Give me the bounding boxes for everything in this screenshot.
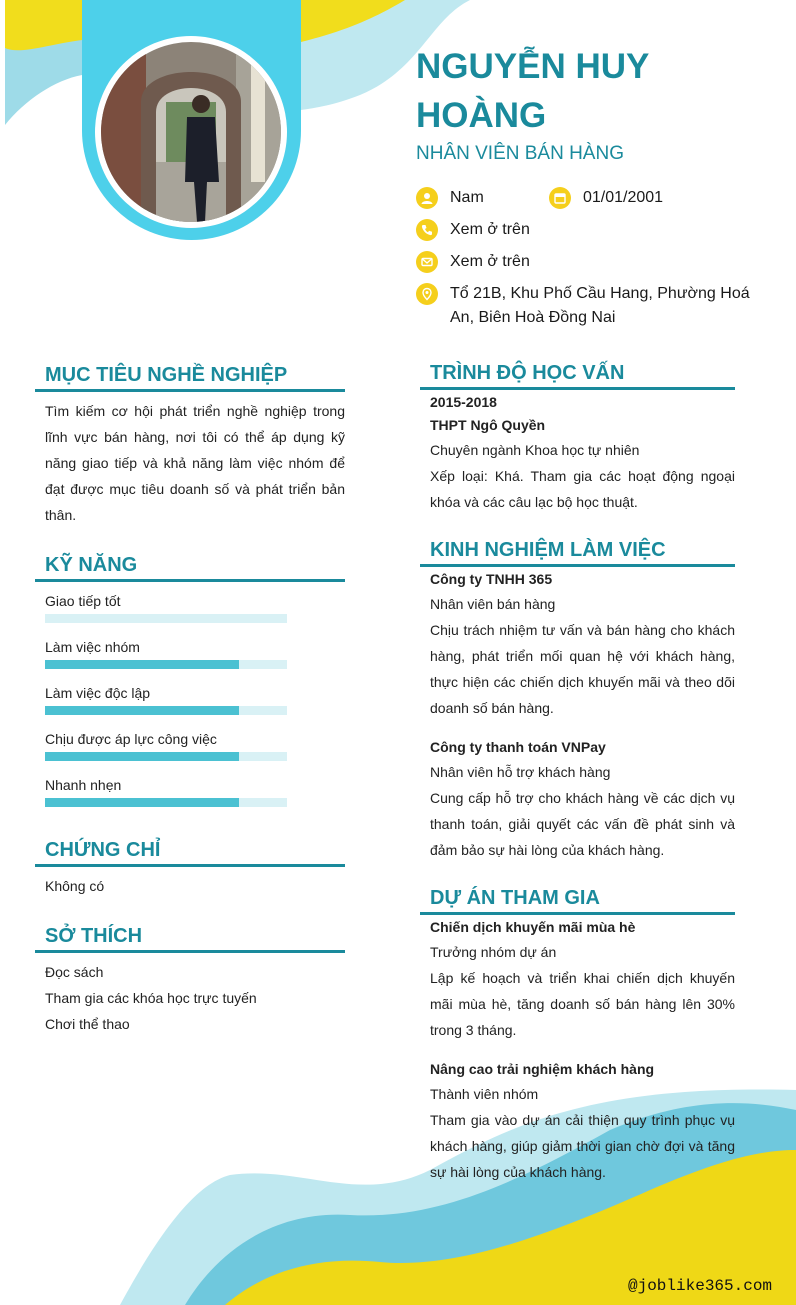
project-name: Chiến dịch khuyến mãi mùa hè	[430, 919, 636, 935]
hobbies-title: SỞ THÍCH	[45, 925, 143, 947]
education-major: Chuyên ngành Khoa học tự nhiên	[430, 442, 640, 458]
user-icon	[416, 187, 438, 209]
education-note: Xếp loại: Khá. Tham gia các hoạt động ngoại khóa và các câu lạc bộ học thuật.	[430, 468, 735, 510]
project-role: Thành viên nhóm	[430, 1086, 539, 1102]
skills-divider	[35, 579, 345, 582]
info-phone	[416, 218, 530, 242]
skill-label: Nhanh nhẹn	[45, 777, 122, 793]
education-school: THPT Ngô Quyền	[430, 417, 546, 433]
skill-bar	[45, 706, 287, 715]
experience-position: Nhân viên hỗ trợ khách hàng	[430, 764, 611, 780]
objective-divider	[35, 389, 345, 392]
skills-title: KỸ NĂNG	[45, 554, 138, 576]
email-icon	[416, 251, 438, 273]
project-description: Lập kế hoạch và triển khai chiến dịch khuyến mãi mùa hè, tăng doanh số bán hàng lên 30% trong 3 tháng.	[430, 970, 735, 1038]
email-value: Xem ở trên	[450, 253, 530, 270]
certificates-text: Không có	[45, 878, 105, 894]
certificates-title: CHỨNG CHỈ	[45, 839, 161, 861]
skill-label: Làm việc độc lập	[45, 685, 151, 701]
info-email	[416, 250, 530, 274]
skill-label: Làm việc nhóm	[45, 639, 140, 655]
gender-value: Nam	[450, 189, 484, 206]
project-role: Trưởng nhóm dự án	[430, 944, 557, 960]
hobbies-divider	[35, 950, 345, 953]
location-icon	[416, 283, 438, 305]
skill-bar	[45, 752, 287, 761]
phone-icon	[416, 219, 438, 241]
project-description: Tham gia vào dự án cải thiện quy trình phục vụ khách hàng, giúp giảm thời gian chờ đợi và tăng sự hài lòng của khách hàng.	[430, 1112, 735, 1180]
skill-bar-fill	[45, 798, 239, 807]
phone-value: Xem ở trên	[450, 221, 530, 238]
address-value: Tổ 21B, Khu Phố Cầu Hang, Phường Hoá An, Biên Hoà Đồng Nai	[450, 285, 750, 326]
skill-bar-fill	[45, 752, 239, 761]
objective-text: Tìm kiếm cơ hội phát triển nghề nghiệp trong lĩnh vực bán hàng, nơi tôi có thể áp dụng kỹ năng giao tiếp và khả năng làm việc nhóm để đạt được mục tiêu doanh số và phát triển bản thân.	[45, 403, 345, 523]
skill-bar	[45, 798, 287, 807]
project-name: Nâng cao trải nghiệm khách hàng	[430, 1061, 655, 1077]
education-period: 2015-2018	[430, 394, 497, 410]
objective-title: MỤC TIÊU NGHỀ NGHIỆP	[45, 364, 288, 386]
skill-label: Giao tiếp tốt	[45, 593, 121, 609]
info-address	[416, 282, 766, 330]
certificates-divider	[35, 864, 345, 867]
hobby-item: Đọc sách	[45, 964, 104, 980]
candidate-name: NGUYỄN HUY HOÀNG	[416, 47, 649, 135]
skill-bar	[45, 614, 287, 623]
hobby-item: Tham gia các khóa học trực tuyến	[45, 990, 257, 1006]
projects-title: DỰ ÁN THAM GIA	[430, 887, 600, 909]
skill-bar-fill	[45, 660, 239, 669]
skill-bar	[45, 660, 287, 669]
profile-photo	[101, 42, 281, 222]
experience-description: Chịu trách nhiệm tư vấn và bán hàng cho khách hàng, phát triển mối quan hệ với khách hàng, thực hiện các chiến dịch khuyến mãi và theo dõi doanh số bán hàng.	[430, 622, 735, 716]
education-title: TRÌNH ĐỘ HỌC VẤN	[430, 362, 625, 384]
calendar-icon	[549, 187, 571, 209]
experience-description: Cung cấp hỗ trợ cho khách hàng về các dịch vụ thanh toán, giải quyết các vấn đề phát sinh và đảm bảo sự hài lòng của khách hàng.	[430, 790, 735, 858]
skill-label: Chịu được áp lực công việc	[45, 731, 217, 747]
candidate-role: NHÂN VIÊN BÁN HÀNG	[416, 143, 624, 164]
footer-brand: @joblike365.com	[628, 1277, 773, 1295]
info-birthdate	[549, 186, 663, 210]
experience-company: Công ty thanh toán VNPay	[430, 739, 606, 755]
hobby-item: Chơi thể thao	[45, 1016, 130, 1032]
birthdate-value: 01/01/2001	[583, 189, 664, 206]
info-gender	[416, 186, 484, 210]
experience-company: Công ty TNHH 365	[430, 571, 553, 587]
experience-title: KINH NGHIỆM LÀM VIỆC	[430, 539, 666, 561]
skill-bar-fill	[45, 706, 239, 715]
experience-position: Nhân viên bán hàng	[430, 596, 556, 612]
